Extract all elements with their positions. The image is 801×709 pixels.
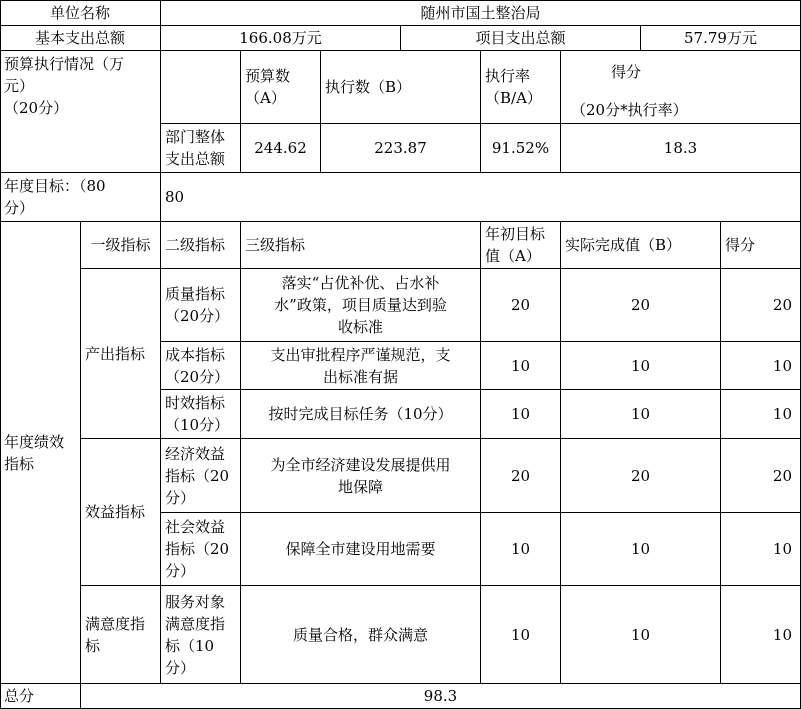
basic-expenditure-value: 166.08万元 — [161, 26, 401, 51]
indicator-level2-satisfaction: 服务对象 满意度指 标（10 分） — [161, 586, 241, 684]
indicator-actual-cost: 10 — [561, 342, 721, 390]
indicator-actual-timeliness: 10 — [561, 390, 721, 439]
budget-amount-header: 预算数 （A） — [241, 51, 321, 124]
indicator-actual-quality: 20 — [561, 269, 721, 342]
indicator-actual-satisfaction: 10 — [561, 586, 721, 684]
indicator-target-quality: 20 — [481, 269, 561, 342]
benefit-indicator-group: 效益指标 — [81, 439, 161, 586]
actual-value-header: 实际完成值（B） — [561, 222, 721, 269]
project-expenditure-label: 项目支出总额 — [401, 26, 641, 51]
satisfaction-indicator-group: 满意度指 标 — [81, 586, 161, 684]
indicator-target-social: 10 — [481, 513, 561, 586]
indicator-level3-cost: 支出审批程序严谨规范，支 出标准有据 — [241, 342, 481, 390]
budget-execution-label: 预算执行情况（万 元） （20分） — [0, 51, 161, 173]
budget-blank-cell — [161, 51, 241, 124]
execution-rate-value: 91.52% — [481, 124, 561, 173]
target-value-header: 年初目标 值（A） — [481, 222, 561, 269]
indicator-score-header: 得分 — [721, 222, 801, 269]
budget-score-title: 得分 — [611, 63, 642, 81]
indicator-level3-quality: 落实“占优补优、占水补 水”政策，项目质量达到验 收标准 — [241, 269, 481, 342]
execution-amount-value: 223.87 — [321, 124, 481, 173]
budget-score-value: 18.3 — [561, 124, 801, 173]
execution-rate-header: 执行率 （B/A） — [481, 51, 561, 124]
indicator-level2-cost: 成本指标 （20分） — [161, 342, 241, 390]
level2-header: 二级指标 — [161, 222, 241, 269]
output-indicator-group: 产出指标 — [81, 269, 161, 439]
indicator-score-timeliness: 10 — [721, 390, 801, 439]
budget-score-note: （20分*执行率） — [571, 101, 688, 119]
indicator-score-economic: 20 — [721, 439, 801, 513]
performance-section-label: 年度绩效 指标 — [0, 222, 81, 684]
indicator-score-cost: 10 — [721, 342, 801, 390]
total-score-value: 98.3 — [81, 684, 801, 709]
indicator-level3-social: 保障全市建设用地需要 — [241, 513, 481, 586]
indicator-level2-economic: 经济效益 指标（20 分） — [161, 439, 241, 513]
indicator-level2-quality: 质量指标 （20分） — [161, 269, 241, 342]
annual-goal-value: 80 — [161, 173, 801, 222]
indicator-level3-satisfaction: 质量合格，群众满意 — [241, 586, 481, 684]
unit-name-value: 随州市国土整治局 — [161, 0, 801, 26]
execution-amount-header: 执行数（B） — [321, 51, 481, 124]
indicator-actual-social: 10 — [561, 513, 721, 586]
indicator-level2-social: 社会效益 指标（20 分） — [161, 513, 241, 586]
indicator-level3-timeliness: 按时完成目标任务（10分） — [241, 390, 481, 439]
indicator-score-social: 10 — [721, 513, 801, 586]
indicator-score-satisfaction: 10 — [721, 586, 801, 684]
indicator-level2-timeliness: 时效指标 （10分） — [161, 390, 241, 439]
budget-score-header — [561, 51, 801, 124]
indicator-level3-economic: 为全市经济建设发展提供用 地保障 — [241, 439, 481, 513]
level1-header: 一级指标 — [81, 222, 161, 269]
indicator-target-timeliness: 10 — [481, 390, 561, 439]
indicator-target-economic: 20 — [481, 439, 561, 513]
indicator-target-satisfaction: 10 — [481, 586, 561, 684]
indicator-actual-economic: 20 — [561, 439, 721, 513]
indicator-target-cost: 10 — [481, 342, 561, 390]
level3-header: 三级指标 — [241, 222, 481, 269]
budget-amount-value: 244.62 — [241, 124, 321, 173]
indicator-score-quality: 20 — [721, 269, 801, 342]
total-score-label: 总分 — [0, 684, 81, 709]
project-expenditure-value: 57.79万元 — [641, 26, 801, 51]
unit-name-label: 单位名称 — [0, 0, 161, 26]
department-total-label: 部门整体 支出总额 — [161, 124, 241, 173]
basic-expenditure-label: 基本支出总额 — [0, 26, 161, 51]
annual-goal-label: 年度目标：（80 分） — [0, 173, 161, 222]
